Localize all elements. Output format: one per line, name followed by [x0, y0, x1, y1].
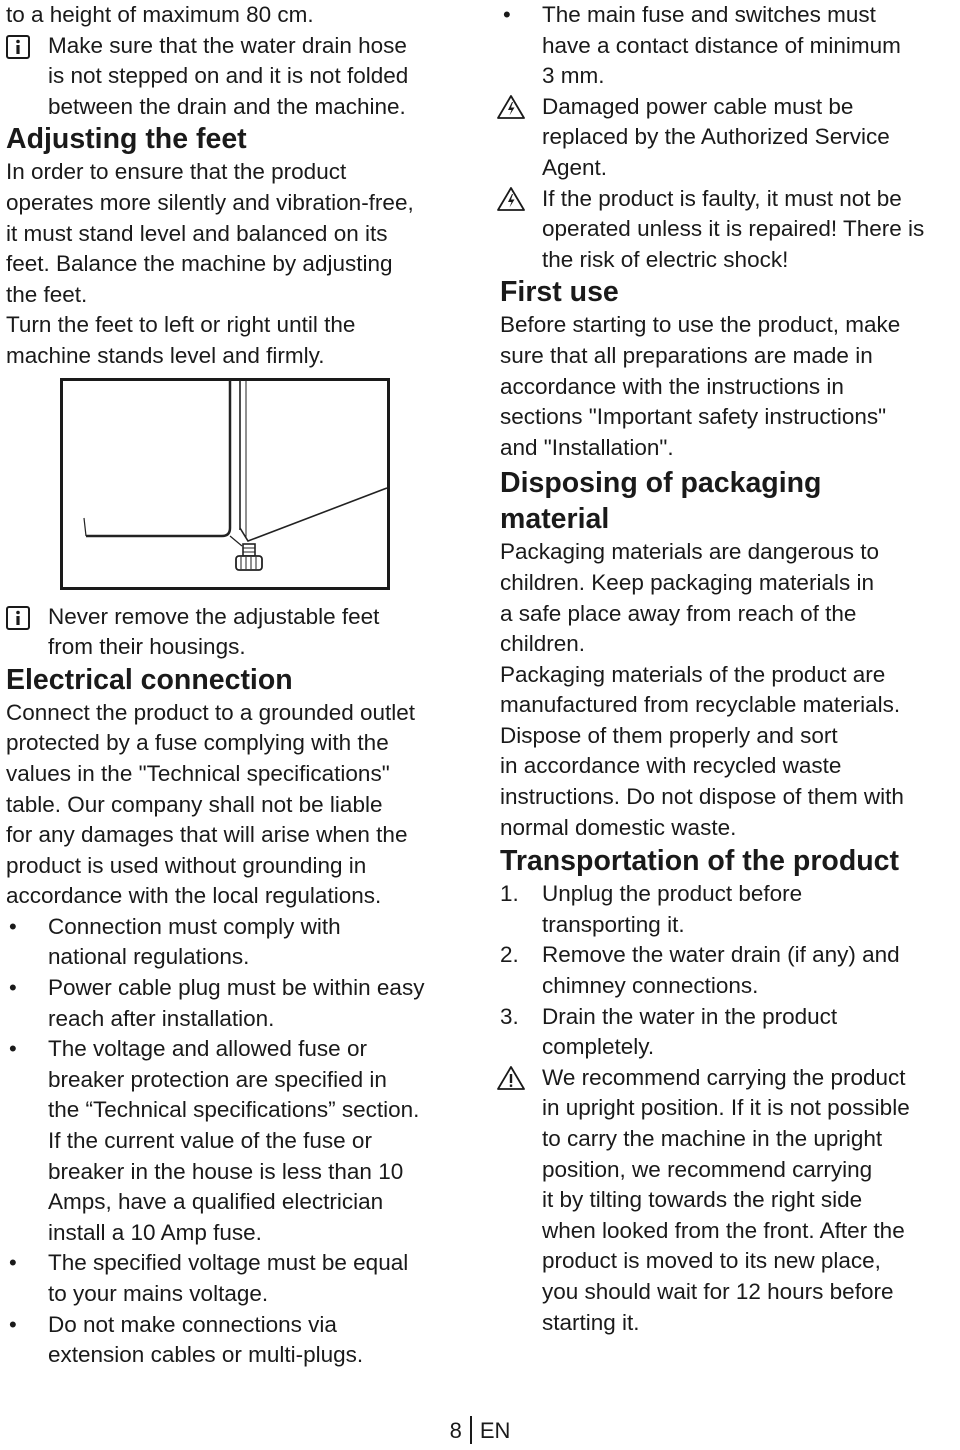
bullet-text: Do not make connections via: [48, 1311, 337, 1337]
bullet-dot: •: [9, 913, 17, 939]
language-code: EN: [479, 1418, 511, 1443]
numbered-step: [500, 940, 956, 1001]
warning-triangle-icon: [496, 1065, 526, 1091]
machine-foot-drawing: [60, 378, 390, 590]
first-use-heading: First use: [500, 276, 619, 309]
feet-heading: Adjusting the feet: [6, 123, 247, 156]
note-text: between the drain and the machine.: [48, 93, 406, 119]
step-number: 3.: [500, 1003, 519, 1029]
heading-line: Disposing of packaging: [500, 467, 822, 500]
step-text: Unplug the product before: [542, 881, 803, 907]
step-text: completely.: [542, 1034, 655, 1060]
note-text: Make sure that the water drain hose: [48, 32, 407, 58]
warning-text: starting it.: [542, 1309, 640, 1335]
paragraph-line: it must stand level and balanced on its: [6, 220, 388, 246]
bullet-text: breaker protection are specified in: [48, 1066, 387, 1092]
bullet-item: [6, 912, 468, 973]
paragraph-line: children.: [500, 631, 586, 657]
paragraph-line: Packaging materials are dangerous to: [500, 539, 879, 565]
paragraph-line: Connect the product to a grounded outlet: [6, 699, 416, 725]
heading-line: material: [500, 503, 610, 536]
paragraph-line: sections "Important safety instructions": [500, 404, 887, 430]
bullet-item: [6, 1034, 468, 1248]
warning-text: it by tilting towards the right side: [542, 1187, 863, 1213]
bullet-text: If the current value of the fuse or: [48, 1128, 372, 1154]
bullet-dot: •: [9, 1311, 17, 1337]
info-icon: [6, 35, 30, 59]
intro-line: to a height of maximum 80 cm.: [6, 2, 314, 27]
right-column: [500, 0, 956, 1338]
paragraph-line: table. Our company shall not be liable: [6, 791, 383, 817]
paragraph-line: normal domestic waste.: [500, 814, 737, 840]
bullet-text: The main fuse and switches must: [542, 2, 876, 27]
bullet-text: 3 mm.: [542, 63, 605, 89]
paragraph-line: Before starting to use the product, make: [500, 312, 901, 338]
paragraph-line: for any damages that will arise when the: [6, 822, 408, 848]
bullet-text: reach after installation.: [48, 1005, 275, 1031]
step-number: 1.: [500, 881, 519, 907]
paragraph-line: accordance with the local regulations.: [6, 883, 382, 909]
step-text: chimney connections.: [542, 973, 759, 999]
footer-divider: [470, 1416, 472, 1444]
numbered-step: [500, 1002, 956, 1063]
step-text: Drain the water in the product: [542, 1003, 838, 1029]
warning-text: We recommend carrying the product: [542, 1064, 906, 1090]
paragraph-line: in accordance with recycled waste: [500, 753, 842, 779]
warning-text: you should wait for 12 hours before: [542, 1278, 894, 1304]
note-text: Never remove the adjustable feet: [48, 603, 380, 629]
note-text: is not stepped on and it is not folded: [48, 63, 409, 89]
adjustable-foot-illustration: [60, 378, 390, 590]
paragraph-line: Dispose of them properly and sort: [500, 722, 838, 748]
step-text: Remove the water drain (if any) and: [542, 942, 900, 968]
electric-shock-warning-icon: [496, 186, 526, 212]
bullet-text: install a 10 Amp fuse.: [48, 1219, 262, 1245]
bullet-text: extension cables or multi-plugs.: [48, 1342, 364, 1368]
warning-text: to carry the machine in the upright: [542, 1126, 883, 1151]
electrical-heading: Electrical connection: [6, 663, 293, 696]
bullet-text: Power cable plug must be within easy: [48, 975, 425, 1001]
paragraph-line: values in the "Technical specifications": [6, 760, 390, 786]
bullet-dot: •: [9, 975, 17, 1001]
warning-text: If the product is faulty, it must not be: [542, 185, 902, 211]
paragraph-line: instructions. Do not dispose of them with: [500, 784, 904, 810]
warning-text: the risk of electric shock!: [542, 246, 789, 272]
paragraph-line: protected by a fuse complying with the: [6, 730, 389, 756]
bullet-item: [6, 1248, 468, 1309]
numbered-step: [500, 879, 956, 940]
paragraph-line: operates more silently and vibration-free,: [6, 189, 414, 215]
paragraph-line: and "Installation".: [500, 434, 674, 460]
bullet-dot: •: [9, 1250, 17, 1276]
warning-text: Damaged power cable must be: [542, 93, 854, 119]
power-cable-warning: [500, 92, 956, 184]
bullet-text: The specified voltage must be equal: [48, 1250, 409, 1276]
left-column: [6, 0, 468, 1371]
warning-text: position, we recommend carrying: [542, 1156, 873, 1182]
warning-text: when looked from the front. After the: [542, 1217, 905, 1243]
bullet-item: [6, 1310, 468, 1371]
paragraph-line: Turn the feet to left or right until the: [6, 312, 356, 338]
paragraph-line: machine stands level and firmly.: [6, 342, 325, 368]
warning-text: replaced by the Authorized Service: [542, 124, 890, 150]
page-number: 8: [449, 1418, 462, 1443]
info-icon: [6, 606, 30, 630]
paragraph-line: the feet.: [6, 281, 88, 307]
paragraph-line: feet. Balance the machine by adjusting: [6, 251, 393, 277]
bullet-text: The voltage and allowed fuse or: [48, 1036, 367, 1062]
bullet-dot: •: [503, 2, 511, 27]
warning-text: in upright position. If it is not possible: [542, 1095, 910, 1121]
paragraph-line: manufactured from recyclable materials.: [500, 692, 901, 718]
paragraph-line: In order to ensure that the product: [6, 159, 347, 185]
bullet-text: national regulations.: [48, 944, 250, 970]
paragraph-line: children. Keep packaging materials in: [500, 569, 874, 595]
disposing-heading: [500, 465, 956, 537]
bullet-text: Amps, have a qualified electrician: [48, 1189, 384, 1215]
bullet-text: to your mains voltage.: [48, 1281, 269, 1306]
bullet-text: breaker in the house is less than 10: [48, 1158, 404, 1184]
paragraph-line: Packaging materials of the product are: [500, 661, 886, 687]
warning-text: Agent.: [542, 154, 608, 180]
step-text: transporting it.: [542, 911, 685, 937]
bullet-item: [500, 0, 956, 92]
bullet-dot: •: [9, 1036, 17, 1062]
electric-shock-warning-icon: [496, 94, 526, 120]
paragraph-line: product is used without grounding in: [6, 852, 367, 878]
faulty-product-warning: [500, 184, 956, 276]
bullet-item: [6, 973, 468, 1034]
page-footer: [0, 1416, 960, 1444]
drain-hose-note: [6, 31, 468, 123]
transport-warning: [500, 1063, 956, 1338]
paragraph-line: a safe place away from reach of the: [500, 600, 857, 626]
note-text: from their housings.: [48, 634, 246, 660]
step-number: 2.: [500, 942, 519, 968]
paragraph-line: sure that all preparations are made in: [500, 342, 873, 368]
warning-text: product is moved to its new place,: [542, 1248, 881, 1274]
warning-text: operated unless it is repaired! There is: [542, 216, 925, 242]
transport-heading: Transportation of the product: [500, 845, 899, 878]
feet-housing-note: [6, 602, 468, 663]
bullet-text: have a contact distance of minimum: [542, 32, 901, 58]
bullet-text: the “Technical specifications” section.: [48, 1097, 420, 1123]
bullet-text: Connection must comply with: [48, 913, 341, 939]
paragraph-line: accordance with the instructions in: [500, 373, 844, 399]
